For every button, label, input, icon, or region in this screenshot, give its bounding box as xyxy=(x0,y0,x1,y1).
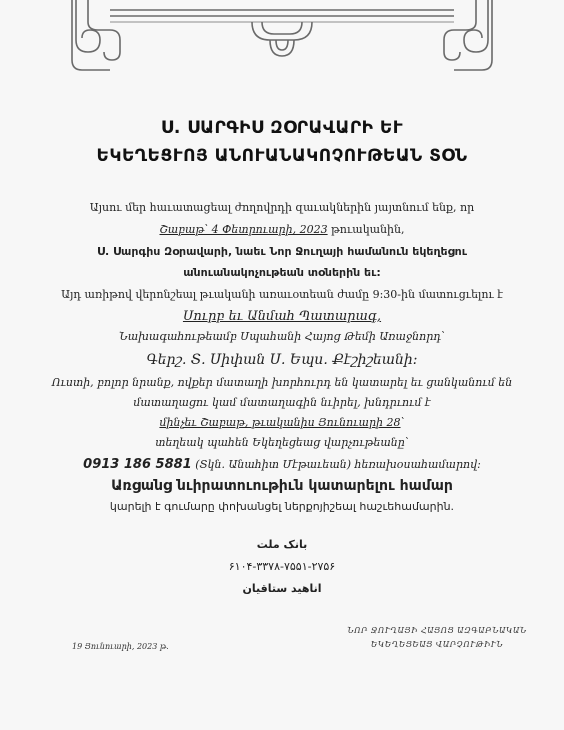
issue-date: 19 Յունուարի, 2023 թ. xyxy=(72,642,169,651)
liturgy-time-line: Այդ առիթով վերոնշեալ թւականի առաւօտեան ժամը 9:30-ին մատուցւելու է xyxy=(61,288,503,301)
deadline-line xyxy=(20,416,544,429)
ornamental-border-icon xyxy=(70,0,494,80)
organization-line-2: ԵԿԵՂԵՑԵԱՑ ՎԱՐՉՈՒԹԻՒՆ xyxy=(370,640,504,649)
intro-text: Այսու մեր հաւատացեալ ժողովրդի զաւակներին յայտնում ենք, որ xyxy=(89,201,475,214)
phone-line xyxy=(20,457,544,472)
offering-line-2: մատաղացու կամ մատաղագին նւիրել, խնդրւում է xyxy=(133,396,431,409)
event-date-suffix: թուականին, xyxy=(327,223,405,236)
event-date-line xyxy=(20,223,544,236)
title-line-1: Ս. ՍԱՐԳԻՍ ԶՕՐԱՎԱՐԻ ԵՒ xyxy=(160,118,404,138)
feast-line-2: անուանակոչութեան տօներին եւ: xyxy=(183,266,381,279)
deadline-suffix: ՝ xyxy=(400,416,405,429)
online-donation-heading: Առցանց նւիրատուութիւն կատարելու համար xyxy=(111,478,453,494)
presided-by-line: Նախագահութեամբ Սպահանի Հայոց Թեմի Առաջնորդ՝ xyxy=(119,330,445,343)
account-number: ۶۱۰۴-۳۳۷۸-۷۵۵۱-۲۷۵۶ xyxy=(228,560,336,573)
title-line-2: ԵԿԵՂԵՑՒՈՅ ԱՆՈՒԱՆԱԿՈՉՈՒԹԵԱՆ ՏՕՆ xyxy=(96,146,468,166)
liturgy-name: Սուրբ եւ Անմահ Պատարագ, xyxy=(182,309,382,324)
account-holder: اناهید ستاقیان xyxy=(242,582,322,595)
bank-name: بانک ملت xyxy=(256,538,308,551)
event-date: Շաբաթ՝ 4 Փետրուարի, 2023 xyxy=(159,223,328,236)
deadline-date: մինչեւ Շաբաթ, թւականիս Յունուարի 28 xyxy=(159,416,401,429)
feast-line-1: Ս. Սարգիս Զօրավարի, նաեւ Նոր Ջուղայի համանուն եկեղեցու xyxy=(96,245,468,258)
organization-line-1: ՆՈՐ ՋՈՒՂԱՅԻ ՀԱՅՈՑ ԱԶԳԱԲՆԱԿԱՆ xyxy=(347,626,527,635)
phone-contact: (Տկն. Անահիտ Մէթաւեան) հեռախօսահամարով: xyxy=(191,458,481,471)
online-donation-text: կարելի է գումարը փոխանցել ներքոյիշեալ հաշւեհամարին. xyxy=(109,500,455,513)
notify-line: տեղեակ պահեն Եկեղեցեաց վարչութեանը՝ xyxy=(155,436,409,449)
offering-line-1: Ուստի, բոլոր նրանք, ովքեր մատաղի խորհուրդ են կատարել եւ ցանկանում են xyxy=(51,376,513,389)
bishop-name: Գերշ. Տ. Սիփան Ս. Եպս. Քէշիշեանի: xyxy=(146,352,418,368)
phone-number: 0913 186 5881 xyxy=(83,457,192,472)
